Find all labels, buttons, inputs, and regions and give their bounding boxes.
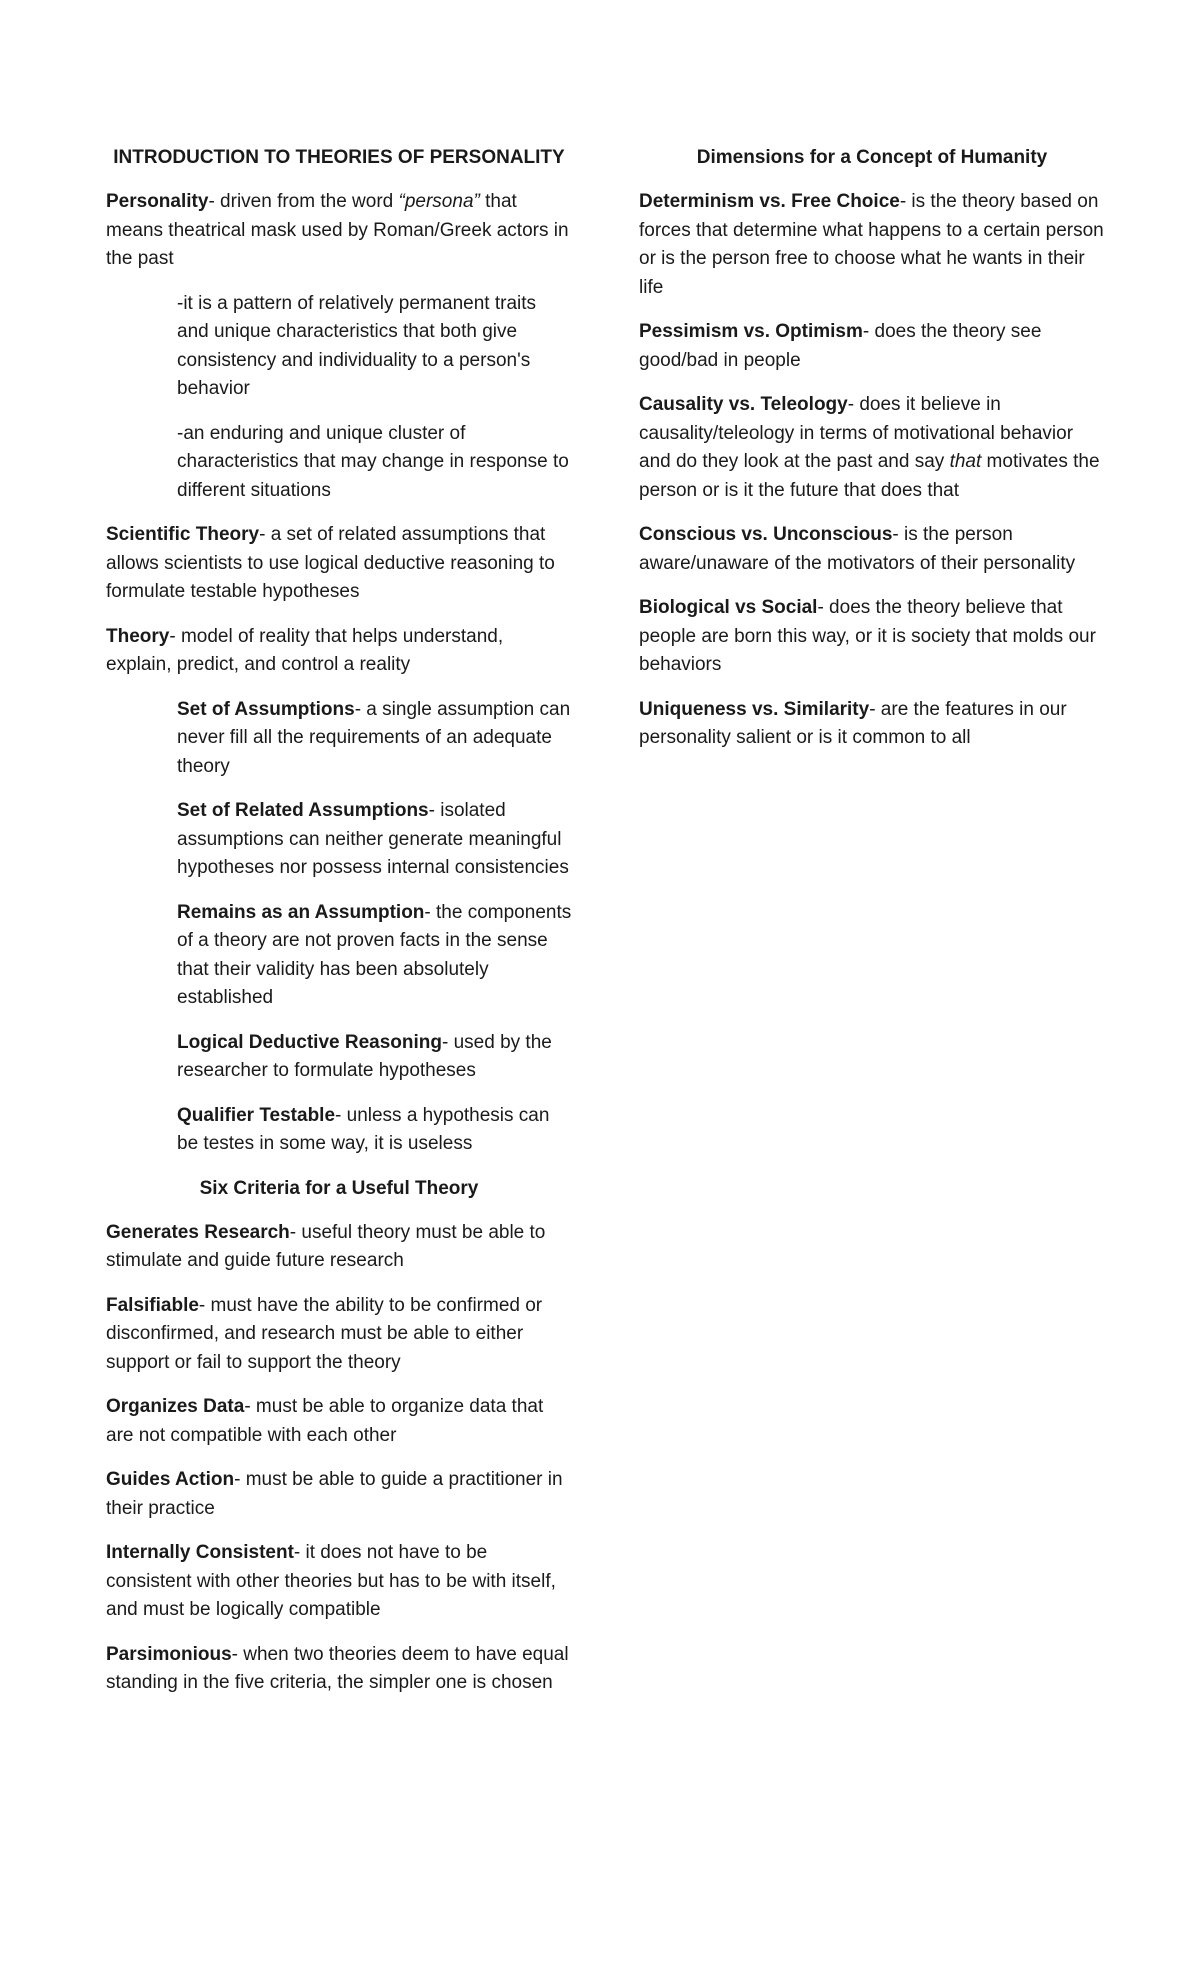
criteria-heading: Six Criteria for a Useful Theory [199, 1177, 479, 1199]
term-falsifiable: Falsifiable [106, 1294, 199, 1316]
criterion [106, 1393, 572, 1450]
criterion [106, 1539, 572, 1625]
personality-definition [106, 188, 572, 274]
term-remains-as-an-assumption: Remains as an Assumption [177, 901, 425, 923]
term-qualifier-testable: Qualifier Testable [177, 1104, 336, 1126]
theory-part [177, 1102, 572, 1159]
term-parsimonious: Parsimonious [106, 1643, 232, 1665]
dimension [639, 318, 1105, 375]
term-determinism-vs-free-choice: Determinism vs. Free Choice [639, 191, 900, 212]
theory-part [177, 696, 572, 782]
dimension [639, 696, 1105, 753]
theory-def: - model of reality that helps understand, explain, predict, and control a reality [106, 625, 504, 675]
causality-def-b: motivates the person or is it the future that does that [639, 451, 1100, 501]
criterion-def: - it does not have to be consistent with other theories but has to be with itself, and must be logically compatible [106, 1542, 556, 1620]
theory-part [177, 797, 572, 883]
theory-part-def: - isolated assumptions can neither generate meaningful hypotheses nor possess internal consistencies [177, 800, 569, 878]
causality-def-a: - does it believe in causality/teleology in terms of motivational behavior and do they look at the past and say [639, 394, 1074, 472]
term-scientific-theory: Scientific Theory [106, 524, 260, 545]
theory-part-def: - unless a hypothesis can be testes in some way, it is useless [177, 1104, 550, 1154]
dimension [639, 391, 1105, 505]
left-column [106, 144, 572, 1714]
personality-note: -an enduring and unique cluster of characteristics that may change in response to different situations [177, 422, 569, 501]
criterion [106, 1219, 572, 1276]
criterion-def: - useful theory must be able to stimulate and guide future research [106, 1221, 546, 1271]
dimension [639, 594, 1105, 680]
term-theory: Theory [106, 625, 170, 647]
theory-part-def: - a single assumption can never fill all the requirements of an adequate theory [177, 698, 571, 777]
dimension-def: - does the theory see good/bad in people [639, 321, 1042, 371]
causality-emphasis: that [949, 451, 982, 472]
term-guides-action: Guides Action [106, 1469, 235, 1490]
term-biological-vs-social: Biological vs Social [639, 597, 818, 618]
criterion [106, 1292, 572, 1378]
term-personality: Personality [106, 191, 209, 212]
dimension-def: - is the person aware/unaware of the motivators of their personality [639, 524, 1076, 574]
scientific-theory-definition [106, 521, 572, 607]
personality-note: -it is a pattern of relatively permanent traits and unique characteristics that both give consistency and individuality to a person's behavior [177, 292, 537, 399]
criterion-def: - must be able to guide a practitioner in their practice [106, 1469, 563, 1519]
document-title: INTRODUCTION TO THEORIES OF PERSONALITY [113, 147, 565, 168]
term-conscious-vs-unconscious: Conscious vs. Unconscious [639, 524, 893, 545]
criterion-def: - when two theories deem to have equal standing in the five criteria, the simpler one is chosen [106, 1643, 569, 1693]
dimension-def: - does the theory believe that people are born this way, or it is society that molds our behaviors [639, 597, 1096, 675]
term-set-of-related-assumptions: Set of Related Assumptions [177, 800, 429, 821]
term-generates-research: Generates Research [106, 1221, 290, 1243]
dimension-def: - are the features in our personality salient or is it common to all [639, 698, 1067, 748]
theory-part-def: - the components of a theory are not proven facts in the sense that their validity has been absolutely established [177, 901, 572, 1008]
term-internally-consistent: Internally Consistent [106, 1542, 294, 1563]
personality-def-a: - driven from the word [208, 191, 399, 212]
criterion [106, 1466, 572, 1523]
criterion [106, 1641, 572, 1698]
dimensions-heading: Dimensions for a Concept of Humanity [696, 147, 1048, 168]
theory-definition [106, 623, 572, 680]
theory-part [177, 899, 572, 1013]
dimension-def: - is the theory based on forces that determine what happens to a certain person or is the person free to choose what he wants in their life [639, 191, 1104, 298]
term-organizes-data: Organizes Data [106, 1396, 245, 1417]
dimension [639, 521, 1105, 578]
term-logical-deductive-reasoning: Logical Deductive Reasoning [177, 1031, 442, 1053]
criterion-def: - must be able to organize data that are not compatible with each other [106, 1396, 544, 1446]
term-causality-vs-teleology: Causality vs. Teleology [639, 394, 848, 415]
dimension [639, 188, 1105, 302]
persona-word: “persona” [398, 191, 480, 212]
term-set-of-assumptions: Set of Assumptions [177, 698, 355, 720]
theory-part [177, 1029, 572, 1086]
term-pessimism-vs-optimism: Pessimism vs. Optimism [639, 321, 863, 342]
scientific-theory-def: - a set of related assumptions that allows scientists to use logical deductive reasoning to formulate testable hypotheses [106, 524, 555, 602]
criterion-def: - must have the ability to be confirmed or disconfirmed, and research must be able to either support or fail to support the theory [106, 1294, 543, 1373]
theory-part-def: - used by the researcher to formulate hypotheses [177, 1031, 552, 1081]
term-uniqueness-vs-similarity: Uniqueness vs. Similarity [639, 698, 870, 720]
personality-def-b: that means theatrical mask used by Roman/Greek actors in the past [106, 191, 569, 269]
right-column [639, 144, 1105, 769]
